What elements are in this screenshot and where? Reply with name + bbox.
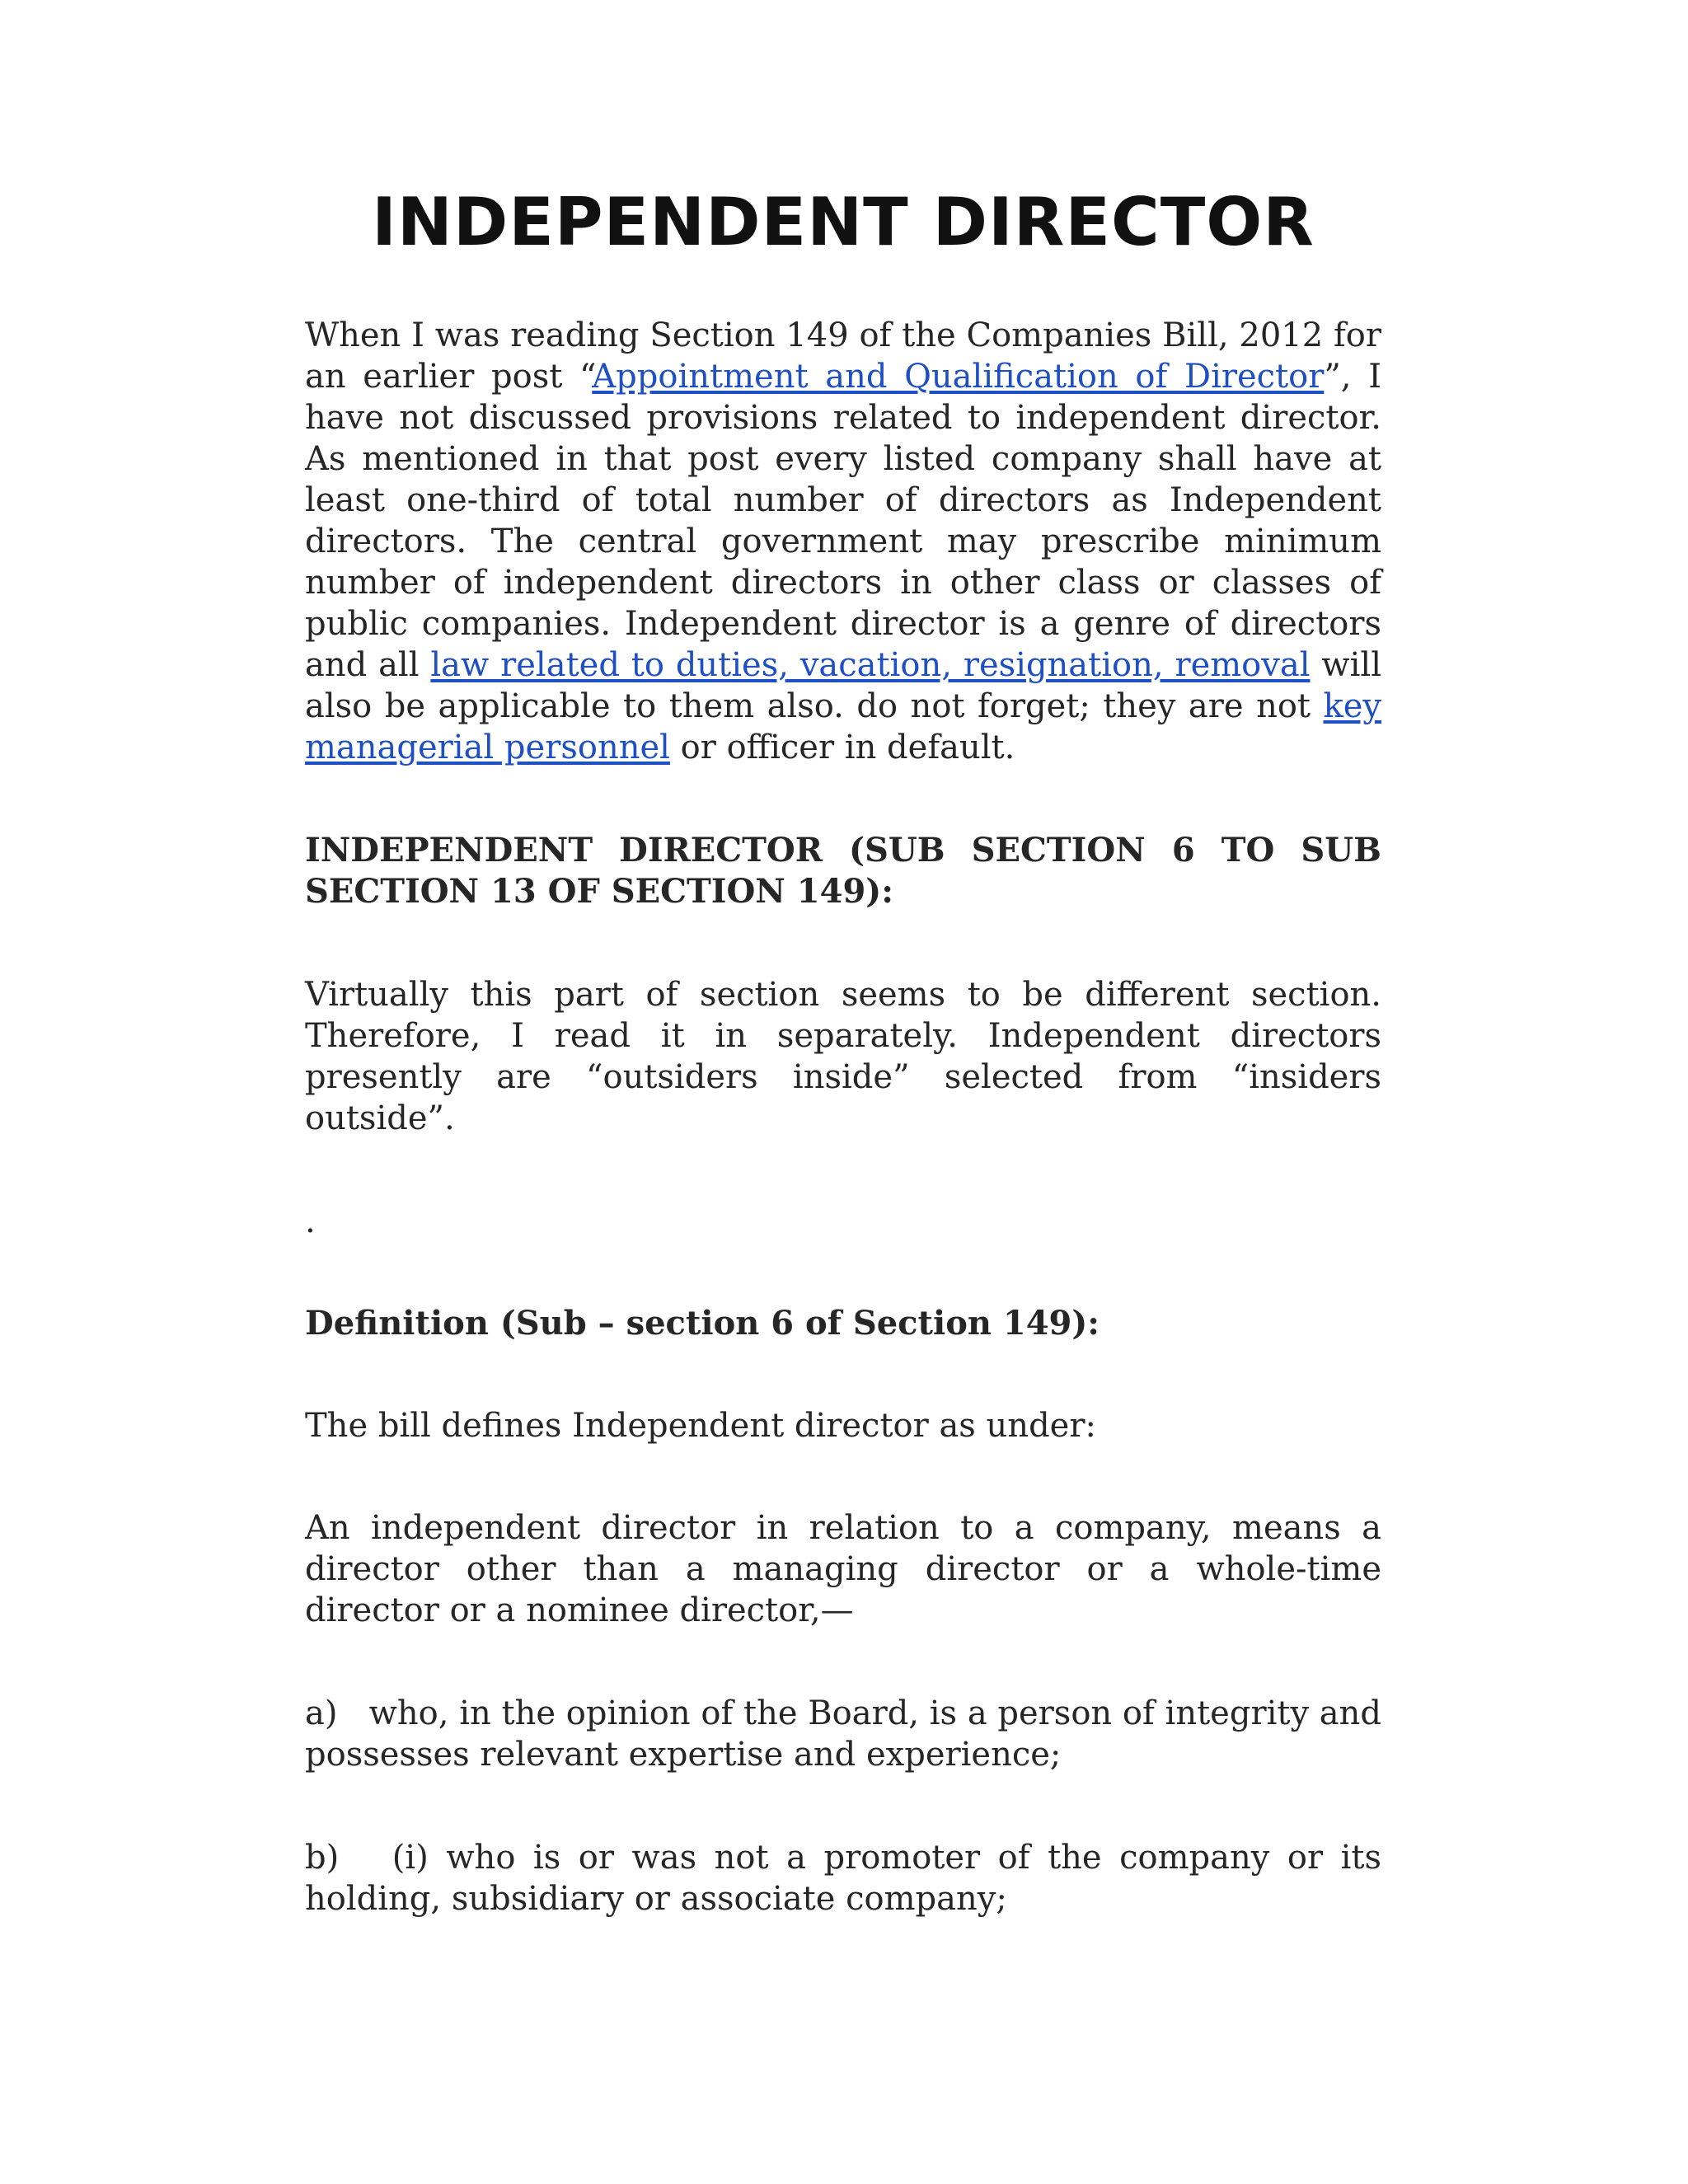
appointment-qualification-link[interactable]: Appointment and Qualification of Director (592, 358, 1325, 396)
intro-text-3: will also be applicable to them also. do not forget; they are not (305, 646, 1381, 725)
definition-paragraph: An independent director in relation to a company, means a director other than a managing director or a whole-time director or a nominee director,— (305, 1509, 1381, 1629)
intro-text-1: When I was reading Section 149 of the Companies Bill, 2012 for an earlier post “ (305, 316, 1381, 396)
law-related-duties-link[interactable]: law related to duties, vacation, resignation, removal (430, 646, 1311, 684)
key-managerial-personnel-link[interactable]: key managerial personnel (305, 687, 1381, 766)
section-heading-definition: Definition (Sub – section 6 of Section 149): (305, 1304, 1100, 1343)
intro-text-2: ”, I have not discussed provisions related to independent director. As mentioned in that post every listed company shall have at least one-third of total number of directors as Independent directors. The central government may prescribe minimum number of independent directors in other class or classes of public companies. Independent director is a genre of directors and all (305, 358, 1381, 684)
intro-paragraph (305, 315, 1381, 768)
section-heading-independent-director: INDEPENDENT DIRECTOR (SUB SECTION 6 TO SUB SECTION 13 OF SECTION 149): (305, 831, 1381, 911)
document-page (305, 165, 1381, 1919)
intro-text-4: or officer in default. (669, 729, 1015, 766)
page-title: INDEPENDENT DIRECTOR (372, 184, 1315, 260)
separator-dot: . (305, 1202, 316, 1240)
outsiders-paragraph: Virtually this part of section seems to be different section. Therefore, I read it in separately. Independent directors presently are “outsiders inside” selected from “insiders outside”. (305, 976, 1381, 1137)
definition-intro-paragraph: The bill defines Independent director as under: (305, 1407, 1096, 1445)
list-item-b: b) (i) who is or was not a promoter of the company or its holding, subsidiary or associate company; (305, 1839, 1381, 1918)
list-item-a: a) who, in the opinion of the Board, is a person of integrity and possesses relevant expertise and experience; (305, 1694, 1381, 1774)
